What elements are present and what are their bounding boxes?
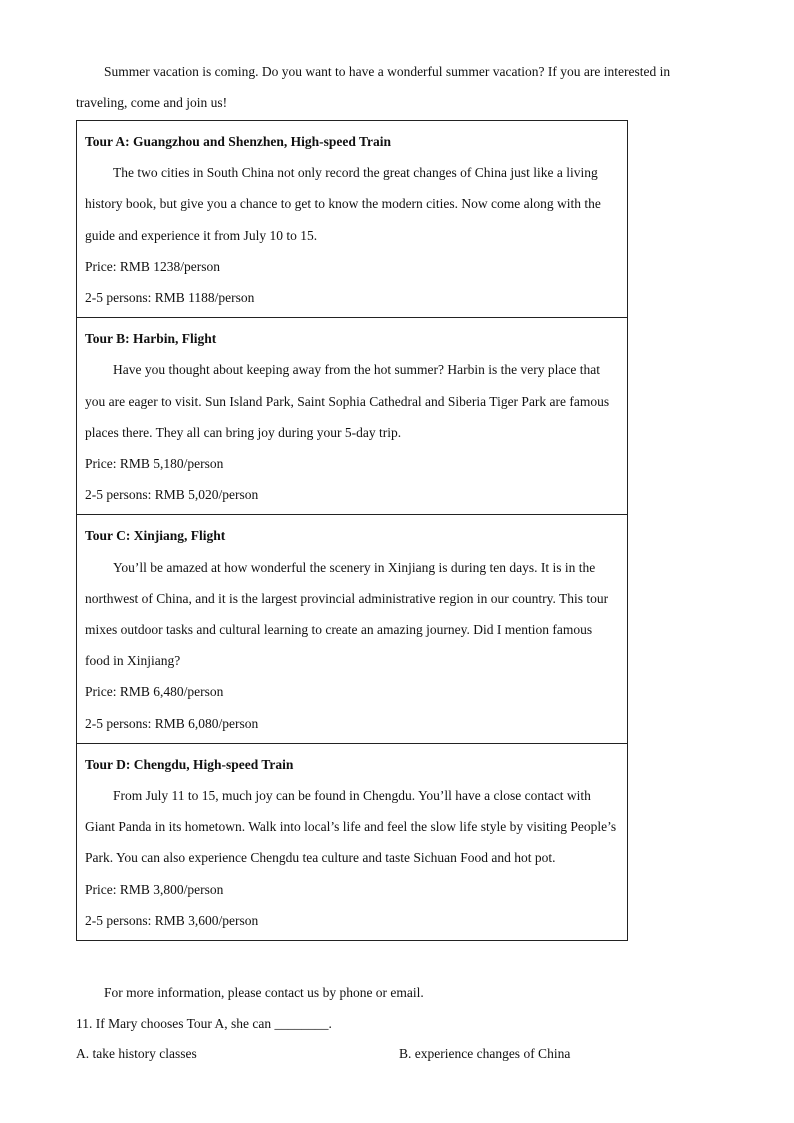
tour-title: Tour C: Xinjiang, Flight [85, 528, 226, 544]
tour-price: Price: RMB 6,480/person [85, 684, 224, 700]
tour-price: Price: RMB 1238/person [85, 258, 220, 274]
contact-line: For more information, please contact us by phone or email. [104, 985, 424, 1000]
tour-group-price: 2-5 persons: RMB 3,600/person [85, 912, 259, 928]
tour-title: Tour B: Harbin, Flight [85, 331, 217, 347]
tour-price: Price: RMB 5,180/person [85, 456, 224, 472]
tour-d-cell [77, 743, 627, 940]
tour-description: The two cities in South China not only record the great changes of China just like a living history book, but give you a chance to get to know the modern cities. Now come along with the guide and experience it from July 10 to 15. [85, 165, 601, 243]
tour-description: Have you thought about keeping away from the hot summer? Harbin is the very place that you are eager to visit. Sun Island Park, Saint Sophia Cathedral and Siberia Tiger Park are famous places there. They all can bring joy during your 5-day trip. [85, 362, 610, 440]
tour-b-cell [77, 317, 627, 514]
option-a[interactable]: A. take history classes [76, 1046, 197, 1061]
question-text: 11. If Mary chooses Tour A, she can ________. [76, 1016, 332, 1031]
tour-c-cell [77, 514, 627, 742]
tour-price: Price: RMB 3,800/person [85, 881, 224, 897]
tour-group-price: 2-5 persons: RMB 1188/person [85, 290, 255, 306]
tour-description: You’ll be amazed at how wonderful the scenery in Xinjiang is during ten days. It is in the northwest of China, and it is the largest provincial administrative region in our country. This tour mixes outdoor tasks and cultural learning to create an amazing journey. Did I mention famous food in Xinjiang? [85, 559, 609, 669]
tour-title: Tour A: Guangzhou and Shenzhen, High-speed Train [85, 134, 391, 149]
tour-a-cell [77, 121, 627, 317]
tour-description: From July 11 to 15, much joy can be found in Chengdu. You’ll have a close contact with Giant Panda in its hometown. Walk into local’s life and feel the slow life style by visiting People’s Park. You can also experience Chengdu tea culture and taste Sichuan Food and hot pot. [85, 788, 617, 866]
tour-title: Tour D: Chengdu, High-speed Train [85, 756, 294, 772]
intro-paragraph: Summer vacation is coming. Do you want to have a wonderful summer vacation? If you are interested in traveling, come and join us! [76, 64, 671, 110]
option-b[interactable]: B. experience changes of China [399, 1046, 571, 1061]
tour-group-price: 2-5 persons: RMB 6,080/person [85, 715, 259, 731]
tour-table [76, 120, 628, 941]
tour-group-price: 2-5 persons: RMB 5,020/person [85, 487, 259, 503]
